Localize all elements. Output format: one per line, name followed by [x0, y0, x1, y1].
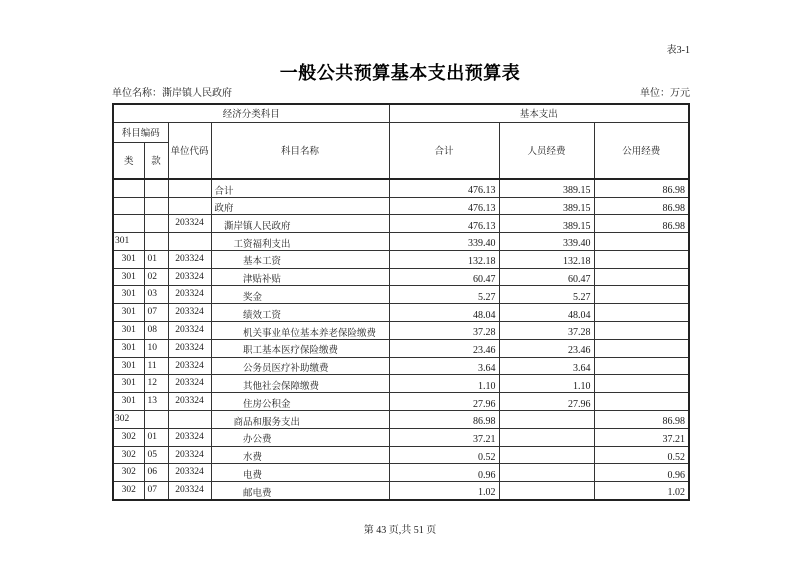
cell-unit-code: 203324 [168, 375, 211, 393]
cell-total: 339.40 [389, 233, 499, 251]
table-row [113, 482, 689, 500]
cell-personnel-funds [499, 428, 594, 446]
cell-subject-name: 奖金 [211, 286, 389, 304]
cell-category: 302 [113, 482, 144, 500]
cell-public-funds [594, 268, 689, 286]
cell-subject-name: 机关事业单位基本养老保险缴费 [211, 322, 389, 340]
currency-unit-label: 单位：万元 [640, 88, 690, 99]
cell-item: 03 [144, 286, 168, 304]
cell-item: 12 [144, 375, 168, 393]
budget-table [112, 103, 690, 501]
cell-item: 11 [144, 357, 168, 375]
cell-public-funds [594, 375, 689, 393]
unit-name-value: 澌岸镇人民政府 [162, 88, 232, 99]
cell-total: 1.02 [389, 482, 499, 500]
cell-category [113, 197, 144, 215]
cell-unit-code: 203324 [168, 304, 211, 322]
table-row [113, 464, 689, 482]
cell-public-funds: 86.98 [594, 197, 689, 215]
cell-subject-name: 基本工资 [211, 250, 389, 268]
cell-personnel-funds [499, 446, 594, 464]
cell-total: 132.18 [389, 250, 499, 268]
cell-public-funds: 1.02 [594, 482, 689, 500]
cell-personnel-funds: 5.27 [499, 286, 594, 304]
cell-category: 301 [113, 304, 144, 322]
cell-total: 3.64 [389, 357, 499, 375]
cell-public-funds [594, 304, 689, 322]
cell-unit-code: 203324 [168, 215, 211, 233]
table-row [113, 428, 689, 446]
page-title: 一般公共预算基本支出预算表 [279, 63, 521, 83]
unit-name-label: 单位名称： [112, 88, 162, 99]
cell-total: 5.27 [389, 286, 499, 304]
cell-item [144, 215, 168, 233]
table-row [113, 322, 689, 340]
cell-unit-code: 203324 [168, 482, 211, 500]
table-row [113, 446, 689, 464]
header-subject-code: 科目编码 [113, 122, 168, 142]
cell-category: 301 [113, 250, 144, 268]
cell-item: 13 [144, 393, 168, 411]
cell-personnel-funds: 60.47 [499, 268, 594, 286]
cell-personnel-funds: 389.15 [499, 197, 594, 215]
cell-total: 476.13 [389, 215, 499, 233]
cell-subject-name: 公务员医疗补助缴费 [211, 357, 389, 375]
table-body [113, 179, 689, 500]
cell-unit-code [168, 179, 211, 197]
cell-item [144, 179, 168, 197]
cell-category: 302 [113, 411, 144, 429]
cell-public-funds: 0.52 [594, 446, 689, 464]
table-row [113, 197, 689, 215]
cell-category: 301 [113, 375, 144, 393]
cell-subject-name: 津贴补贴 [211, 268, 389, 286]
cell-total: 37.21 [389, 428, 499, 446]
cell-category: 302 [113, 464, 144, 482]
cell-public-funds: 0.96 [594, 464, 689, 482]
cell-category: 301 [113, 322, 144, 340]
cell-total: 476.13 [389, 179, 499, 197]
cell-item: 10 [144, 339, 168, 357]
cell-item: 07 [144, 304, 168, 322]
header-economic-class: 经济分类科目 [113, 104, 389, 122]
cell-total: 23.46 [389, 339, 499, 357]
cell-public-funds [594, 357, 689, 375]
cell-public-funds [594, 393, 689, 411]
cell-personnel-funds: 132.18 [499, 250, 594, 268]
table-header [113, 104, 689, 179]
header-row-sections [113, 104, 689, 122]
cell-subject-name: 合计 [211, 179, 389, 197]
cell-public-funds [594, 233, 689, 251]
cell-subject-name: 其他社会保障缴费 [211, 375, 389, 393]
header-public-funds: 公用经费 [594, 122, 689, 179]
cell-subject-name: 邮电费 [211, 482, 389, 500]
table-row [113, 233, 689, 251]
table-row [113, 286, 689, 304]
cell-category: 302 [113, 428, 144, 446]
cell-category: 301 [113, 233, 144, 251]
cell-total: 0.52 [389, 446, 499, 464]
table-row [113, 179, 689, 197]
cell-subject-name: 住房公积金 [211, 393, 389, 411]
table-row [113, 268, 689, 286]
table-row [113, 250, 689, 268]
cell-category: 302 [113, 446, 144, 464]
header-unit-code: 单位代码 [168, 122, 211, 179]
cell-personnel-funds: 37.28 [499, 322, 594, 340]
header-total: 合计 [389, 122, 499, 179]
cell-unit-code: 203324 [168, 268, 211, 286]
cell-public-funds [594, 339, 689, 357]
cell-subject-name: 商品和服务支出 [211, 411, 389, 429]
cell-total: 86.98 [389, 411, 499, 429]
cell-public-funds [594, 286, 689, 304]
cell-subject-name: 绩效工资 [211, 304, 389, 322]
cell-public-funds: 37.21 [594, 428, 689, 446]
cell-total: 27.96 [389, 393, 499, 411]
cell-personnel-funds [499, 482, 594, 500]
cell-total: 48.04 [389, 304, 499, 322]
cell-public-funds: 86.98 [594, 215, 689, 233]
header-basic-expenditure: 基本支出 [389, 104, 689, 122]
cell-unit-code: 203324 [168, 339, 211, 357]
header-row-columns [113, 122, 689, 142]
cell-unit-code: 203324 [168, 322, 211, 340]
cell-item: 01 [144, 250, 168, 268]
cell-personnel-funds [499, 411, 594, 429]
cell-item [144, 411, 168, 429]
table-row [113, 393, 689, 411]
cell-item: 07 [144, 482, 168, 500]
cell-total: 37.28 [389, 322, 499, 340]
cell-item: 01 [144, 428, 168, 446]
table-row [113, 339, 689, 357]
cell-personnel-funds: 389.15 [499, 179, 594, 197]
cell-unit-code: 203324 [168, 357, 211, 375]
cell-unit-code: 203324 [168, 286, 211, 304]
cell-total: 1.10 [389, 375, 499, 393]
table-row [113, 375, 689, 393]
cell-category: 301 [113, 286, 144, 304]
cell-personnel-funds [499, 464, 594, 482]
cell-item [144, 197, 168, 215]
table-row [113, 215, 689, 233]
cell-item: 06 [144, 464, 168, 482]
cell-item [144, 233, 168, 251]
cell-unit-code: 203324 [168, 464, 211, 482]
cell-unit-code: 203324 [168, 393, 211, 411]
cell-category: 301 [113, 339, 144, 357]
header-subject-name: 科目名称 [211, 122, 389, 179]
cell-subject-name: 办公费 [211, 428, 389, 446]
table-row [113, 411, 689, 429]
cell-subject-name: 澌岸镇人民政府 [211, 215, 389, 233]
cell-category [113, 179, 144, 197]
table-row [113, 304, 689, 322]
cell-public-funds: 86.98 [594, 411, 689, 429]
cell-item: 05 [144, 446, 168, 464]
cell-subject-name: 职工基本医疗保险缴费 [211, 339, 389, 357]
unit-info-line [112, 84, 690, 99]
cell-unit-code: 203324 [168, 428, 211, 446]
cell-item: 02 [144, 268, 168, 286]
cell-personnel-funds: 1.10 [499, 375, 594, 393]
cell-unit-code [168, 233, 211, 251]
cell-personnel-funds: 48.04 [499, 304, 594, 322]
page-footer: 第 43 页,共 51 页 [363, 525, 437, 536]
cell-subject-name: 政府 [211, 197, 389, 215]
header-item: 款 [144, 142, 168, 179]
cell-subject-name: 电费 [211, 464, 389, 482]
cell-category: 301 [113, 268, 144, 286]
cell-total: 60.47 [389, 268, 499, 286]
cell-category [113, 215, 144, 233]
cell-public-funds [594, 250, 689, 268]
table-row [113, 357, 689, 375]
cell-public-funds: 86.98 [594, 179, 689, 197]
cell-unit-code: 203324 [168, 446, 211, 464]
cell-subject-name: 工资福利支出 [211, 233, 389, 251]
header-personnel-funds: 人员经费 [499, 122, 594, 179]
cell-unit-code [168, 197, 211, 215]
cell-personnel-funds: 389.15 [499, 215, 594, 233]
cell-category: 301 [113, 393, 144, 411]
cell-subject-name: 水费 [211, 446, 389, 464]
cell-public-funds [594, 322, 689, 340]
cell-unit-code [168, 411, 211, 429]
cell-item: 08 [144, 322, 168, 340]
header-category: 类 [113, 142, 144, 179]
cell-personnel-funds: 339.40 [499, 233, 594, 251]
cell-category: 301 [113, 357, 144, 375]
cell-total: 0.96 [389, 464, 499, 482]
cell-total: 476.13 [389, 197, 499, 215]
cell-unit-code: 203324 [168, 250, 211, 268]
cell-personnel-funds: 27.96 [499, 393, 594, 411]
cell-personnel-funds: 23.46 [499, 339, 594, 357]
table-number-label: 表3-1 [666, 45, 690, 56]
cell-personnel-funds: 3.64 [499, 357, 594, 375]
